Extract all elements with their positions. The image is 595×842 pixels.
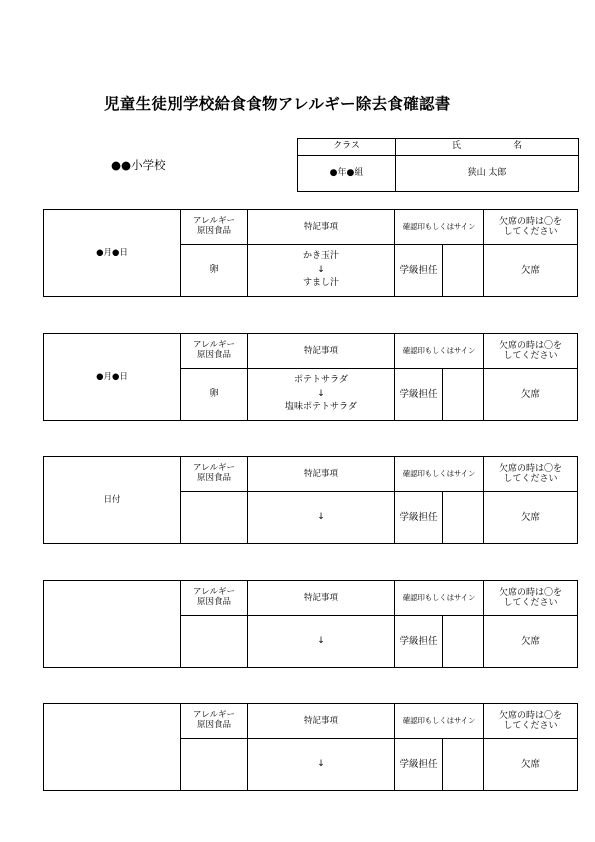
allergen-value[interactable]: 卵 <box>181 245 248 297</box>
class-value: ●年●組 <box>298 156 396 192</box>
allergy-header-line1: アレルギー <box>193 340 235 351</box>
notes-header: 特記事項 <box>248 581 395 616</box>
teacher-label: 学級担任 <box>395 369 443 421</box>
absent-header <box>484 704 578 739</box>
signature-box[interactable] <box>443 492 484 544</box>
document-title: 児童生徒別学校給食食物アレルギー除去食確認書 <box>104 95 451 113</box>
notes-header: 特記事項 <box>248 334 395 369</box>
absent-header <box>484 581 578 616</box>
absent-header-line1: 欠席の時は〇を <box>499 710 563 721</box>
allergy-header <box>181 210 248 245</box>
allergy-header-line2: 原因食品 <box>196 350 231 360</box>
allergen-value[interactable]: 卵 <box>181 369 248 421</box>
record-date <box>44 704 181 791</box>
notes-value[interactable] <box>248 739 395 791</box>
name-label-surname: 氏 <box>451 141 461 152</box>
notes-header: 特記事項 <box>248 704 395 739</box>
absent-checkbox[interactable]: 欠席 <box>484 739 578 791</box>
arrow-down-icon: ↓ <box>317 511 325 522</box>
absent-checkbox[interactable]: 欠席 <box>484 616 578 668</box>
allergy-header <box>181 704 248 739</box>
absent-header <box>484 334 578 369</box>
confirm-header: 確認印もしくはサイン <box>395 704 484 739</box>
signature-box[interactable] <box>443 616 484 668</box>
absent-header <box>484 457 578 492</box>
allergen-value[interactable] <box>181 492 248 544</box>
absent-header-line2: してください <box>503 474 558 484</box>
signature-box[interactable] <box>443 245 484 297</box>
student-name-value: 狭山 太郎 <box>396 156 579 192</box>
notes-value[interactable] <box>248 616 395 668</box>
absent-header-line2: してください <box>503 351 558 361</box>
absent-header <box>484 210 578 245</box>
arrow-down-icon: ↓ <box>317 758 325 769</box>
name-label <box>396 139 579 156</box>
notes-before: ポテトサラダ <box>294 374 348 385</box>
signature-box[interactable] <box>443 369 484 421</box>
allergy-header-line1: アレルギー <box>193 710 235 721</box>
absent-header-line2: してください <box>503 227 558 237</box>
allergy-header-line2: 原因食品 <box>196 226 231 236</box>
arrow-down-icon: ↓ <box>317 264 325 275</box>
teacher-label: 学級担任 <box>395 616 443 668</box>
record-date: 日付 <box>44 457 181 544</box>
notes-header: 特記事項 <box>248 457 395 492</box>
signature-box[interactable] <box>443 739 484 791</box>
notes-value[interactable] <box>248 369 395 421</box>
class-label: クラス <box>298 139 396 156</box>
teacher-label: 学級担任 <box>395 492 443 544</box>
arrow-down-icon: ↓ <box>317 635 325 646</box>
allergy-record-table <box>43 703 578 791</box>
absent-header-line1: 欠席の時は〇を <box>499 587 563 598</box>
teacher-label: 学級担任 <box>395 245 443 297</box>
confirm-header: 確認印もしくはサイン <box>395 210 484 245</box>
allergen-value[interactable] <box>181 739 248 791</box>
record-date: ●月●日 <box>44 334 181 421</box>
allergy-header-line1: アレルギー <box>193 216 235 227</box>
absent-header-line1: 欠席の時は〇を <box>499 463 563 474</box>
allergy-record-table <box>43 456 578 544</box>
absent-header-line1: 欠席の時は〇を <box>499 216 563 227</box>
allergy-header <box>181 457 248 492</box>
record-date: ●月●日 <box>44 210 181 297</box>
allergy-header <box>181 334 248 369</box>
arrow-down-icon: ↓ <box>317 388 325 399</box>
allergen-value[interactable] <box>181 616 248 668</box>
notes-header: 特記事項 <box>248 210 395 245</box>
school-name: ●●小学校 <box>111 158 166 172</box>
allergy-record-table <box>43 209 578 297</box>
absent-checkbox[interactable]: 欠席 <box>484 492 578 544</box>
allergy-header-line1: アレルギー <box>193 463 235 474</box>
name-label-given: 名 <box>513 141 523 152</box>
allergy-header-line2: 原因食品 <box>196 597 231 607</box>
allergy-header-line2: 原因食品 <box>196 720 231 730</box>
confirm-header: 確認印もしくはサイン <box>395 457 484 492</box>
notes-after: 塩味ポテトサラダ <box>285 402 357 413</box>
notes-after: すまし汁 <box>302 278 339 289</box>
teacher-label: 学級担任 <box>395 739 443 791</box>
allergy-header <box>181 581 248 616</box>
absent-checkbox[interactable]: 欠席 <box>484 369 578 421</box>
student-info-table <box>297 138 579 192</box>
allergy-header-line1: アレルギー <box>193 587 235 598</box>
absent-header-line1: 欠席の時は〇を <box>499 340 563 351</box>
notes-before: かき玉汁 <box>302 250 339 261</box>
absent-header-line2: してください <box>503 721 558 731</box>
absent-header-line2: してください <box>503 598 558 608</box>
confirm-header: 確認印もしくはサイン <box>395 581 484 616</box>
record-date <box>44 581 181 668</box>
allergy-record-table <box>43 333 578 421</box>
allergy-header-line2: 原因食品 <box>196 473 231 483</box>
confirm-header: 確認印もしくはサイン <box>395 334 484 369</box>
allergy-record-table <box>43 580 578 668</box>
absent-checkbox[interactable]: 欠席 <box>484 245 578 297</box>
notes-value[interactable] <box>248 492 395 544</box>
notes-value[interactable] <box>248 245 395 297</box>
